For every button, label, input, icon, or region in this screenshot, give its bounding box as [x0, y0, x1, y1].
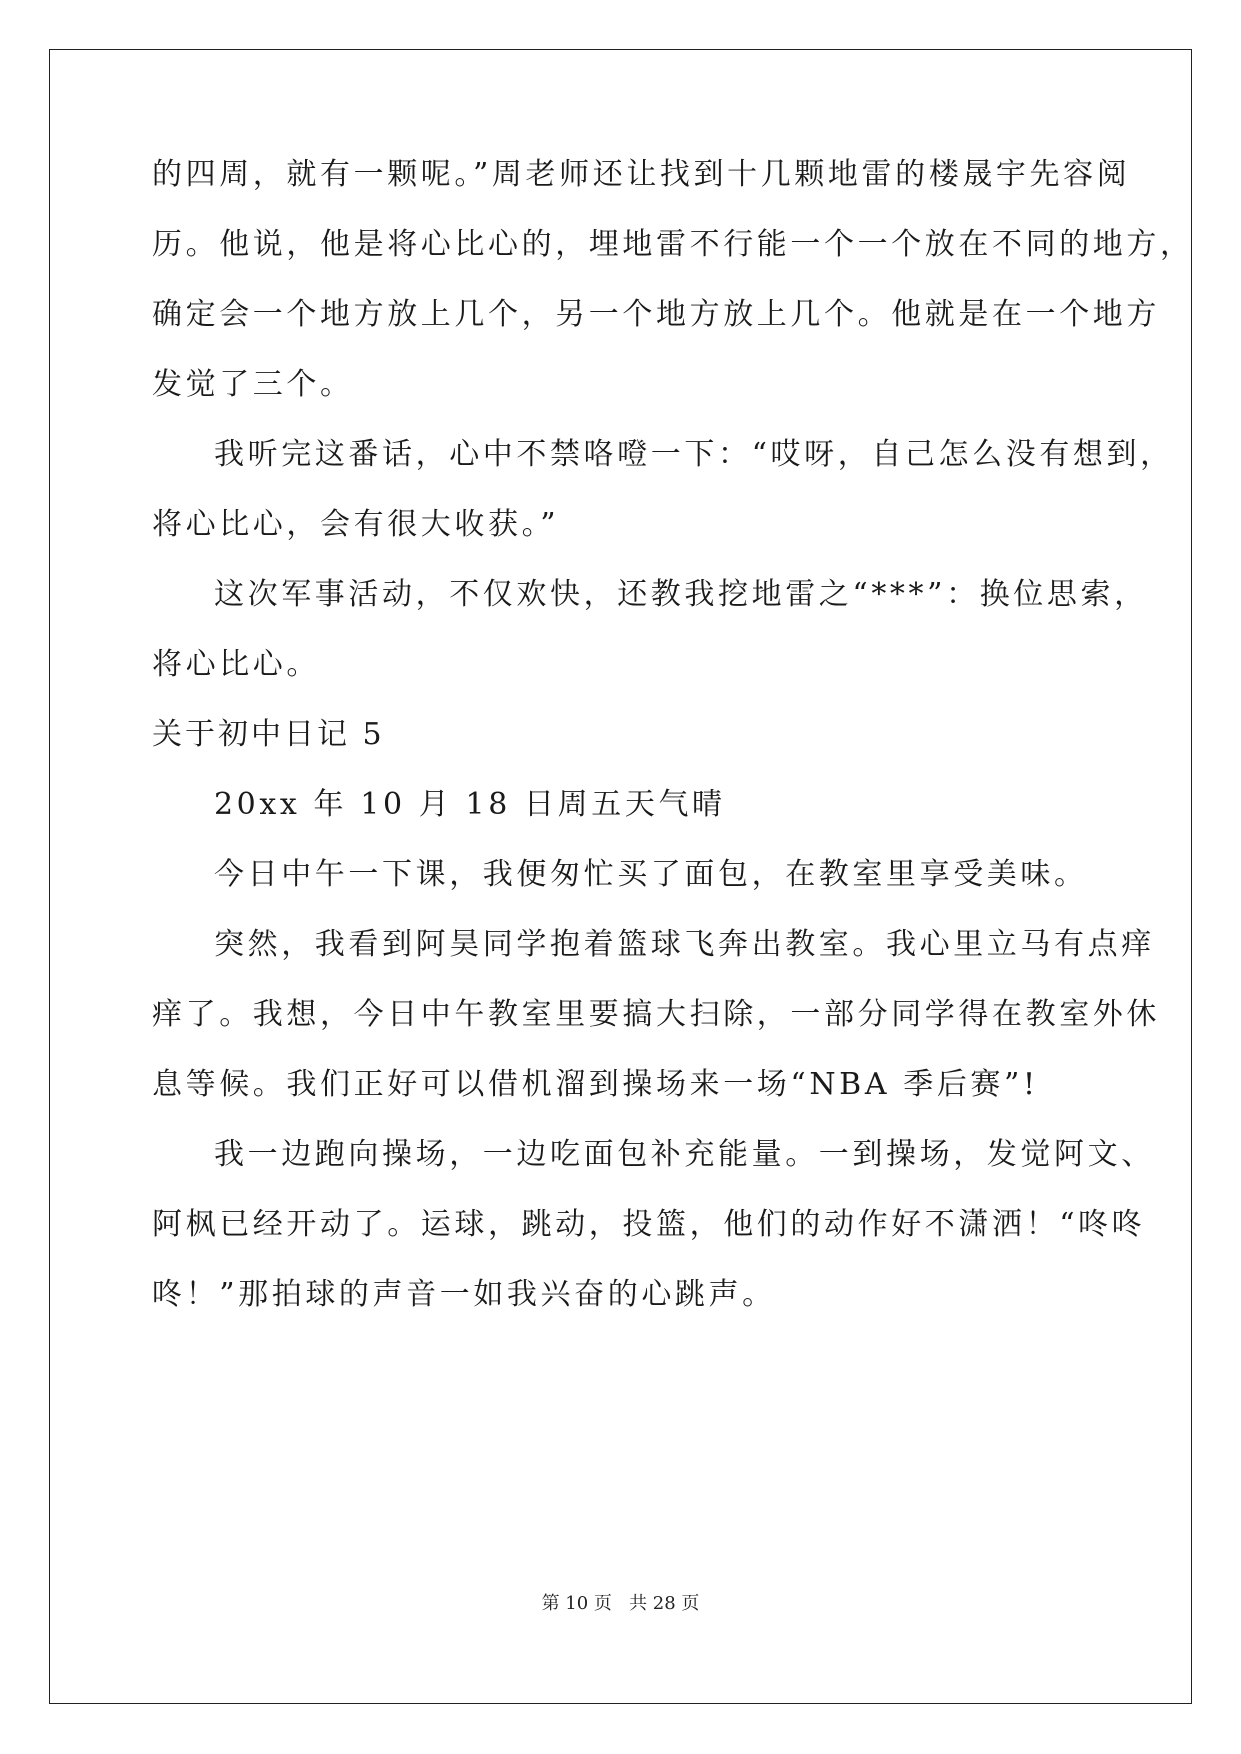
- paragraph-line: 将心比心，会有很大收获。”: [152, 507, 560, 542]
- page-number-footer: 第 10 页 共 28 页: [541, 1593, 700, 1614]
- paragraph-line: 息等候。我们正好可以借机溜到操场来一场“NBA 季后赛”!: [152, 1067, 1039, 1102]
- diary-date-line: 20xx 年 10 月 18 日周五天气晴: [214, 787, 726, 822]
- paragraph-line: 这次军事活动，不仅欢快，还教我挖地雷之“***”：换位思索，: [214, 577, 1148, 612]
- paragraph-line: 我一边跑向操场，一边吃面包补充能量。一到操场，发觉阿文、: [214, 1137, 1155, 1172]
- paragraph-line: 我听完这番话，心中不禁咯噔一下：“哎呀，自己怎么没有想到，: [214, 437, 1174, 472]
- paragraph-line: 突然，我看到阿昊同学抱着篮球飞奔出教室。我心里立马有点痒: [214, 927, 1155, 962]
- paragraph-line: 痒了。我想，今日中午教室里要搞大扫除，一部分同学得在教室外休: [152, 997, 1160, 1032]
- paragraph-line: 将心比心。: [152, 647, 320, 682]
- paragraph-line: 的四周，就有一颗呢。”周老师还让找到十几颗地雷的楼晟宇先容阅: [152, 157, 1131, 192]
- paragraph-line: 阿枫已经开动了。运球，跳动，投篮，他们的动作好不潇洒！“咚咚: [152, 1207, 1146, 1242]
- paragraph-line: 咚！”那拍球的声音一如我兴奋的心跳声。: [152, 1277, 776, 1312]
- paragraph-line: 确定会一个地方放上几个，另一个地方放上几个。他就是在一个地方: [152, 297, 1160, 332]
- paragraph-line: 发觉了三个。: [152, 367, 354, 402]
- section-heading: 关于初中日记 5: [152, 717, 385, 752]
- paragraph-line: 今日中午一下课，我便匆忙买了面包，在教室里享受美味。: [214, 857, 1088, 892]
- paragraph-line: 历。他说，他是将心比心的，埋地雷不行能一个一个放在不同的地方，: [152, 227, 1194, 262]
